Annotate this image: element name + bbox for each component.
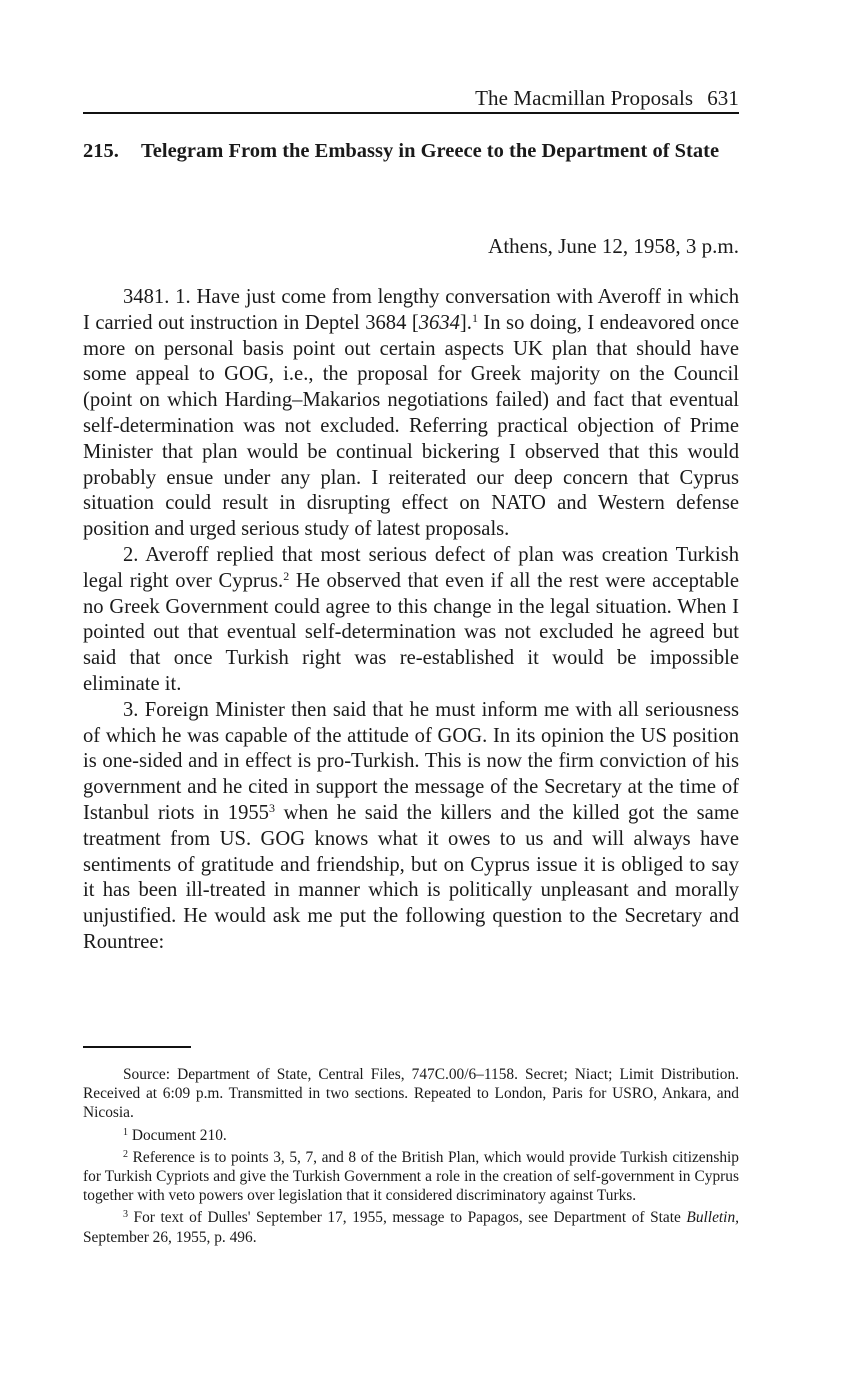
paragraph-3: 3. Foreign Minister then said that he must inform me with all seriousness of which he was capable of the attitude of GOG. In its opinion the US position is one-sided and in effect is pro-Turkish. This is now the firm conviction of his government and he cited in support the message of the Secretary at the time of Istanbul riots in 1955$^3$ when he said the killers and the killed got the same treatment from US. GOG knows what it owes to us and will always have sentiments of gratitude and friendship, but on Cyprus issue it is obliged to say it has been ill-treated in manner which is politically unpleasant and morally unjustified. He would ask me put the following question to the Secretary and Rountree: xyxy=(83,698,739,953)
footnote-1: $^1$ Document 210. xyxy=(123,1126,227,1144)
running-head xyxy=(475,86,739,111)
paragraph-2: 2. Averoff replied that most serious defect of plan was creation Turkish legal right over Cyprus.$^2$ He observed that even if all the rest were acceptable no Greek Government could agree to this change in the legal situation. When I pointed out that eventual self-determination was not excluded he agreed but said that once Turkish right was re-established it would be impossible eliminate it. xyxy=(83,543,739,695)
header-rule xyxy=(83,112,739,114)
footnote-2: $^2$ Reference is to points 3, 5, 7, and 8 of the British Plan, which would provide Turkish citizenship for Turkish Cypriots and give the Turkish Government a role in the creation of self-government in Cyprus together with veto powers over legislation that it considered discriminatory against Turks. xyxy=(83,1148,739,1205)
telegram-body xyxy=(83,285,739,956)
footnote-ref: 3 xyxy=(268,800,275,815)
page-number: 631 xyxy=(707,86,739,110)
source-note: Source: Department of State, Central Files, 747C.00/6–1158. Secret; Niact; Limit Distribution. Received at 6:09 p.m. Transmitted in two sections. Repeated to London, Paris for USRO, Ankara, and Nicosia. xyxy=(83,1066,739,1122)
paragraph-1: 3481. 1. Have just come from lengthy conversation with Averoff in which I carried out instruction in Deptel 3684 [3634].$^1$ In so doing, I endeavored once more on personal basis point out certain aspects UK plan that should have some appeal to GOG, i.e., the proposal for Greek majority on the Council (point on which Harding–Makarios negotiations failed) and fact that eventual self-determination was not excluded. Referring practical objection of Prime Minister that plan would be continual bickering I observed that this would probably ensue under any plan. I reiterated our deep concern that Cyprus situation could result in disrupting effect on NATO and Western defense position and urged serious study of latest proposals. xyxy=(83,286,739,541)
footnote-rule xyxy=(83,1046,191,1048)
document-title: Telegram From the Embassy in Greece to the Department of State xyxy=(141,140,720,162)
dateline: Athens, June 12, 1958, 3 p.m. xyxy=(488,234,739,258)
document-heading xyxy=(83,139,739,164)
document-number: 215. xyxy=(83,140,119,162)
footnote-ref: 1 xyxy=(471,310,478,325)
footnotes xyxy=(83,1065,739,1247)
footnote-3: $^3$ For text of Dulles' September 17, 1955, message to Papagos, see Department of State Bulletin, September 26, 1955, p. 496. xyxy=(83,1209,739,1246)
running-title: The Macmillan Proposals xyxy=(475,86,694,110)
footnote-ref: 2 xyxy=(283,568,290,583)
